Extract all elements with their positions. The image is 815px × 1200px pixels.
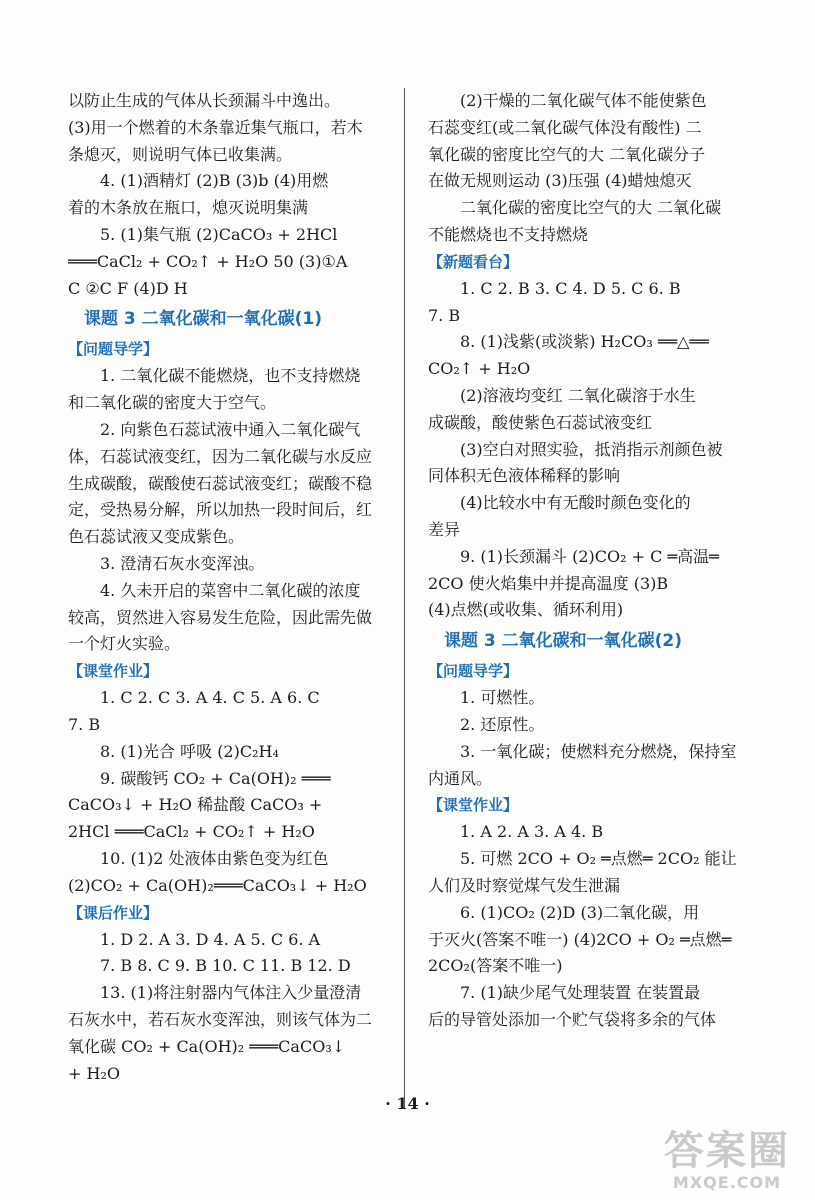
answer-line: 2CO₂(答案不唯一) (428, 956, 563, 976)
answer-line: 7. B (428, 305, 461, 325)
answer-line: CaCO₃↓ + H₂O 稀盐酸 CaCO₃ + (68, 795, 323, 815)
answer-line: 和二氧化碳的密度大于空气。 (68, 393, 277, 413)
answer-line: 色石蕊试液又变成紫色。 (68, 527, 245, 547)
answer-line: 条熄灭，则说明气体已收集满。 (68, 144, 293, 164)
answer-line: 氧化碳的密度比空气的大 二氧化碳分子 (428, 144, 706, 164)
answer-line: 8. (1)浅紫(或淡紫) H₂CO₃ ══△══ (460, 332, 709, 352)
answer-line: 9. 碳酸钙 CO₂ + Ca(OH)₂ ═══ (100, 768, 331, 788)
left-column (68, 88, 388, 1087)
answer-line: 着的木条放在瓶口，熄灭说明集满 (68, 198, 309, 218)
answer-line: 一个灯火实验。 (68, 634, 181, 654)
answer-line: 1. D 2. A 3. D 4. A 5. C 6. A (100, 929, 321, 949)
subsection-heading: 【课堂作业】 (428, 796, 519, 815)
watermark-logo-text: 答案圈 (664, 1128, 790, 1174)
answer-line: + H₂O (68, 1063, 120, 1083)
answer-line: 1. 可燃性。 (460, 688, 545, 708)
answer-line: 氧化碳 CO₂ + Ca(OH)₂ ═══CaCO₃↓ (68, 1036, 346, 1056)
subsection-heading: 【课堂作业】 (68, 662, 159, 681)
answer-line: 体，石蕊试液变红，因为二氧化碳与水反应 (68, 446, 373, 466)
answer-line: 7. (1)缺少尾气处理装置 在装置最 (460, 983, 701, 1003)
answer-line: 1. 二氧化碳不能燃烧，也不支持燃烧 (100, 366, 361, 386)
answer-line: 后的导管处添加一个贮气袋将多余的气体 (428, 1009, 717, 1029)
answer-line: 于灭火(答案不唯一) (4)2CO + O₂ ═点燃═ (428, 929, 732, 949)
answer-line: 3. 澄清石灰水变浑浊。 (100, 553, 265, 573)
answer-line: 9. (1)长颈漏斗 (2)CO₂ + C ═高温═ (460, 546, 719, 566)
column-divider (404, 88, 405, 1108)
answer-line: 人们及时察觉煤气发生泄漏 (428, 875, 621, 895)
answer-line: 2HCl ═══CaCl₂ + CO₂↑ + H₂O (68, 822, 315, 842)
answer-line: (4)点燃(或收集、循环利用) (428, 600, 624, 620)
subsection-heading: 【课后作业】 (68, 903, 159, 922)
answer-line: 不能燃烧也不支持燃烧 (428, 224, 589, 244)
answer-line: 10. (1)2 处液体由紫色变为红色 (100, 848, 329, 868)
answer-line: (2)溶液均变红 二氧化碳溶于水生 (460, 385, 696, 405)
answer-line: 4. (1)酒精灯 (2)B (3)b (4)用燃 (100, 171, 329, 191)
answer-line: (2)CO₂ + Ca(OH)₂═══CaCO₃↓ + H₂O (68, 875, 367, 895)
answer-line: C ②C F (4)D H (68, 278, 188, 298)
section-title: 课题 3 二氧化碳和一氧化碳(1) (84, 309, 323, 330)
answer-line: 8. (1)光合 呼吸 (2)C₂H₄ (100, 741, 279, 761)
answer-line: 4. 久未开启的菜窖中二氧化碳的浓度 (100, 580, 361, 600)
answer-line: 内通风。 (428, 768, 493, 788)
page-number: · 14 · (385, 1094, 430, 1113)
answer-line: 1. C 2. C 3. A 4. C 5. A 6. C (100, 688, 320, 708)
answer-line: 在做无规则运动 (3)压强 (4)蜡烛熄灭 (428, 171, 692, 191)
answer-line: 成碳酸，酸使紫色石蕊试液变红 (428, 412, 653, 432)
answer-line: (2)干燥的二氧化碳气体不能使紫色 (460, 91, 707, 110)
answer-line: 差异 (428, 519, 461, 539)
subsection-heading: 【问题导学】 (428, 662, 519, 681)
answer-line: (3)用一个燃着的木条靠近集气瓶口，若木 (68, 117, 363, 137)
answer-line: (4)比较水中有无酸时颜色变化的 (460, 493, 691, 513)
answer-line: CO₂↑ + H₂O (428, 359, 531, 379)
section-title: 课题 3 二氧化碳和一氧化碳(2) (444, 631, 683, 652)
subsection-heading: 【新题看台】 (428, 252, 519, 271)
answer-line: 较高，贸然进入容易发生危险，因此需先做 (68, 607, 373, 627)
answer-line: 以防止生成的气体从长颈漏斗中逸出。 (68, 91, 341, 110)
answer-line: 1. A 2. A 3. A 4. B (460, 822, 604, 842)
answer-line: 7. B (68, 714, 101, 734)
answer-line: 定，受热易分解，所以加热一段时间后，红 (68, 500, 373, 520)
answer-line: 2CO 使火焰集中并提高温度 (3)B (428, 573, 669, 593)
subsection-heading: 【问题导学】 (68, 340, 159, 359)
answer-line: 7. B 8. C 9. B 10. C 11. B 12. D (100, 956, 351, 976)
answer-line: 二氧化碳的密度比空气的大 二氧化碳 (460, 198, 722, 218)
answer-line: 同体积无色液体稀释的影响 (428, 466, 621, 486)
answer-line: ═══CaCl₂ + CO₂↑ + H₂O 50 (3)①A (68, 251, 348, 271)
answer-line: 5. (1)集气瓶 (2)CaCO₃ + 2HCl (100, 224, 338, 244)
answer-line: 3. 一氧化碳；使燃料充分燃烧，保持室 (460, 741, 737, 761)
watermark-logo (647, 1129, 807, 1192)
answer-line: 6. (1)CO₂ (2)D (3)二氧化碳，用 (460, 902, 700, 922)
answer-line: (3)空白对照实验，抵消指示剂颜色被 (460, 439, 723, 459)
answer-line: 13. (1)将注射器内气体注入少量澄清 (100, 983, 362, 1003)
answer-line: 石灰水中，若石灰水变浑浊，则该气体为二 (68, 1009, 373, 1029)
answer-line: 生成碳酸，碳酸使石蕊试液变红；碳酸不稳 (68, 473, 373, 493)
answer-line: 2. 还原性。 (460, 714, 545, 734)
answer-line: 5. 可燃 2CO + O₂ ═点燃═ 2CO₂ 能让 (460, 849, 737, 869)
right-column (428, 88, 748, 1034)
answer-line: 石蕊变红(或二氧化碳气体没有酸性) 二 (428, 117, 702, 137)
watermark-url: MXQE.COM (672, 1173, 782, 1192)
answer-line: 2. 向紫色石蕊试液中通入二氧化碳气 (100, 419, 361, 439)
answer-line: 1. C 2. B 3. C 4. D 5. C 6. B (460, 278, 681, 298)
